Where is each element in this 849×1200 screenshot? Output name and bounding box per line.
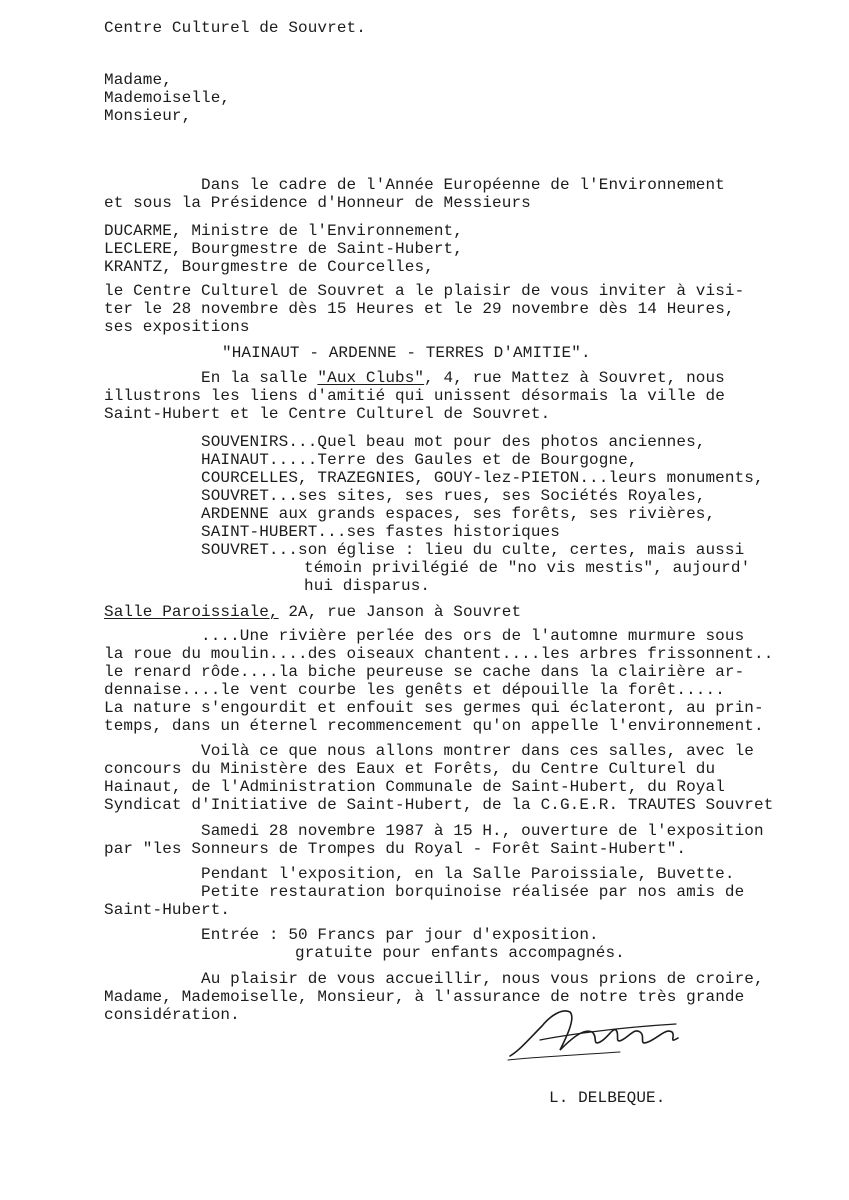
parish-venue-line [104, 603, 521, 621]
theme-item: SOUVENIRS...Quel beau mot pour des photos anciennes, [201, 433, 706, 451]
handwritten-signature [500, 998, 690, 1068]
patron-line: DUCARME, Ministre de l'Environnement, [104, 222, 463, 240]
closing-line: considération. [104, 1006, 240, 1024]
letterhead: Centre Culturel de Souvret. [104, 19, 366, 37]
opening-line: Samedi 28 novembre 1987 à 15 H., ouverture de l'exposition [201, 822, 764, 840]
clubs-venue-name: "Aux Clubs" [317, 369, 425, 387]
admission-children: gratuite pour enfants accompagnés. [295, 944, 625, 962]
salutation-mademoiselle: Mademoiselle, [104, 89, 231, 107]
admission-price: Entrée : 50 Francs par jour d'exposition. [201, 926, 599, 944]
invite-line: ter le 28 novembre dès 15 Heures et le 29 novembre dès 14 Heures, [104, 300, 735, 318]
poem-line: le renard rôde....la biche peureuse se cache dans la clairière ar- [104, 663, 745, 681]
closing-line: Madame, Mademoiselle, Monsieur, à l'assurance de notre très grande [104, 988, 745, 1006]
closing-line: Au plaisir de vous accueillir, nous vous prions de croire, [201, 970, 764, 988]
theme-item: SOUVRET...ses sites, ses rues, ses Sociétés Royales, [201, 487, 706, 505]
opening-line: par "les Sonneurs de Trompes du Royal - Forêt Saint-Hubert". [104, 840, 687, 858]
clubs-first-line [201, 369, 725, 387]
theme-item: HAINAUT.....Terre des Gaules et de Bourgogne, [201, 451, 638, 469]
poem-line: temps, dans un éternel recommencement qu'on appelle l'environnement. [104, 717, 764, 735]
theme-item-continued: hui disparus. [304, 577, 431, 595]
sponsors-line: Voilà ce que nous allons montrer dans ces salles, avec le [201, 742, 754, 760]
invite-line: ses expositions [104, 318, 250, 336]
clubs-line-prefix: En la salle [201, 369, 318, 387]
refreshments-line: Petite restauration borquinoise réalisée par nos amis de [201, 883, 745, 901]
sponsors-line: Hainaut, de l'Administration Communale de Saint-Hubert, du Royal [104, 778, 725, 796]
theme-item-continued: témoin privilégié de "no vis mestis", aujourd' [304, 559, 751, 577]
poem-line: ....Une rivière perlée des ors de l'automne murmure sous [201, 627, 745, 645]
parish-address: 2A, rue Janson à Souvret [278, 603, 522, 621]
patron-line: LECLERE, Bourgmestre de Saint-Hubert, [104, 240, 463, 258]
signatory-name: L. DELBEQUE. [549, 1089, 666, 1107]
invite-line: le Centre Culturel de Souvret a le plaisir de vous inviter à visi- [104, 282, 745, 300]
sponsors-line: Syndicat d'Initiative de Saint-Hubert, de la C.G.E.R. TRAUTES Souvret [104, 796, 774, 814]
poem-line: La nature s'engourdit et enfouit ses germes qui éclateront, au prin- [104, 699, 764, 717]
clubs-line: Saint-Hubert et le Centre Culturel de Souvret. [104, 405, 551, 423]
parish-venue-name: Salle Paroissiale, [104, 603, 279, 621]
theme-item: SOUVRET...son église : lieu du culte, certes, mais aussi [201, 541, 745, 559]
poem-line: dennaise....le vent courbe les genêts et dépouille la forêt..... [104, 681, 725, 699]
salutation-madame: Madame, [104, 71, 172, 89]
sponsors-line: concours du Ministère des Eaux et Forêts, du Centre Culturel du [104, 760, 716, 778]
refreshments-line: Pendant l'exposition, en la Salle Paroissiale, Buvette. [201, 865, 735, 883]
refreshments-line: Saint-Hubert. [104, 901, 231, 919]
intro-line: et sous la Présidence d'Honneur de Messieurs [104, 194, 531, 212]
theme-item: SAINT-HUBERT...ses fastes historiques [201, 523, 560, 541]
intro-line: Dans le cadre de l'Année Européenne de l'Environnement [201, 176, 725, 194]
exhibition-title: "HAINAUT - ARDENNE - TERRES D'AMITIE". [222, 344, 591, 362]
clubs-line: illustrons les liens d'amitié qui unissent désormais la ville de [104, 387, 725, 405]
theme-item: ARDENNE aux grands espaces, ses forêts, ses rivières, [201, 505, 716, 523]
poem-line: la roue du moulin....des oiseaux chantent....les arbres frissonnent.. [104, 645, 774, 663]
patron-line: KRANTZ, Bourgmestre de Courcelles, [104, 258, 434, 276]
salutation-monsieur: Monsieur, [104, 107, 192, 125]
clubs-line-suffix: , 4, rue Mattez à Souvret, nous [424, 369, 725, 387]
theme-item: COURCELLES, TRAZEGNIES, GOUY-lez-PIETON...leurs monuments, [201, 469, 764, 487]
